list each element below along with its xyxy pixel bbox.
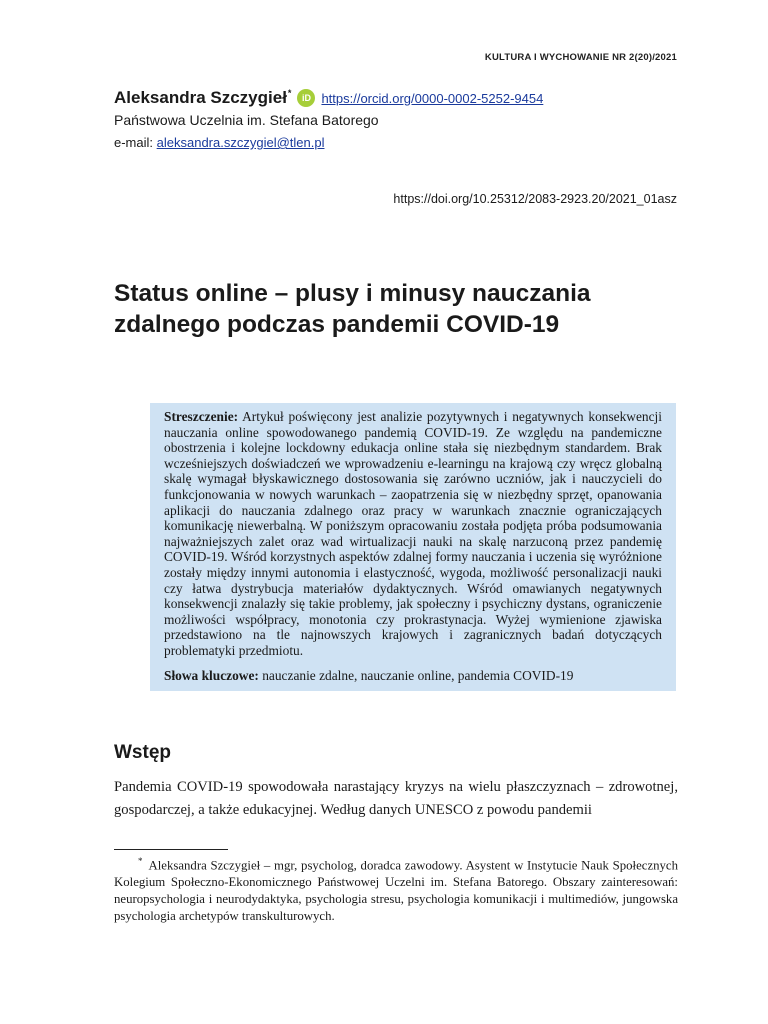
author-footnote-mark: * — [287, 88, 292, 99]
footnote-mark: * — [138, 856, 143, 866]
author-affiliation: Państwowa Uczelnia im. Stefana Batorego — [114, 112, 379, 128]
email-link[interactable]: aleksandra.szczygiel@tlen.pl — [156, 135, 325, 150]
title-line-1: Status online – plusy i minusy nauczania — [114, 280, 591, 307]
abstract-text: Artykuł poświęcony jest analizie pozytywnych i negatywnych konsekwencji nauczania online spowodowanego pandemią COVID-19. Ze względu na pandemiczne obostrzenia i kolejne lockdowny edukacja online stała się niezbędnym standardem. Brak wcześniejszych doświadczeń we wprowadzeniu e-learningu na krajową czy wręcz globalną skalę wymagał błyskawicznego dostosowania się zarówno uczniów, jak i nauczycieli do funkcjonowania w nowych warunkach – zaopatrzenia się w niezbędny sprzęt, opanowania aplikacji do nauczania zdalnego oraz pracy w warunkach znacznie ograniczających komunikację niewerbalną. W poniższym opracowaniu została podjęta próba podsumowania najważniejszych zalet oraz wad wirtualizacji nauki na skalę narzuconą przez pandemię COVID-19. Wśród korzystnych aspektów zdalnej formy nauczania i uczenia się wyróżnione zostały między innymi autonomia i elastyczność, wygoda, możliwość personalizacji nauki czy łatwa dystrybucja materiałów dydaktycznych. Wśród omawianych negatywnych konsekwencji znalazły się takie problemy, jak społeczny i psychiczny dystans, ograniczenie możliwości współpracy, monotonia czy prokrastynacja. Wyżej wymienione zjawiska przedstawiono na tle najnowszych krajowych i zagranicznych badań dotyczących problematyki przedmiotu. — [164, 409, 662, 658]
orcid-link[interactable]: https://orcid.org/0000-0002-5252-9454 — [321, 90, 544, 106]
keywords-paragraph — [164, 668, 662, 684]
footnote-text: Aleksandra Szczygieł – mgr, psycholog, doradca zawodowy. Asystent w Instytucie Nauk Społecznych Kolegium Społeczno-Ekonomicznego Państwowej Uczelni im. Stefana Batorego. Obszary zainteresowań: neuropsychologia i neurodydaktyka, psychologia stresu, psychologia komunikacji i multimediów, jungowska psychologia archetypów transkulturowych. — [114, 858, 678, 924]
body-paragraph: Pandemia COVID-19 spowodowała narastający kryzys na wielu płaszczyznach – zdrowotnej, gospodarczej, a także edukacyjnej. Według danych UNESCO z powodu pandemii — [114, 779, 678, 818]
email-line — [114, 135, 324, 150]
abstract-label: Streszczenie: — [164, 409, 239, 424]
author-name-text: Aleksandra Szczygieł — [114, 88, 287, 107]
author-line — [114, 88, 543, 108]
orcid-icon[interactable]: iD — [297, 89, 315, 107]
abstract-box — [150, 403, 676, 691]
title-line-2: zdalnego podczas pandemii COVID-19 — [114, 311, 560, 338]
author-name — [114, 88, 291, 108]
email-label: e-mail: — [114, 135, 154, 150]
footnote — [114, 853, 678, 925]
abstract-paragraph — [164, 409, 662, 659]
journal-header: KULTURA I WYCHOWANIE NR 2(20)/2021 — [484, 52, 677, 63]
article-title — [114, 278, 674, 340]
section-title-introduction: Wstęp — [114, 742, 171, 763]
keywords-label: Słowa kluczowe: — [164, 667, 259, 683]
doi-link[interactable]: https://doi.org/10.25312/2083-2923.20/2021_01asz — [393, 192, 677, 206]
footnote-divider — [114, 849, 228, 850]
keywords-text: nauczanie zdalne, nauczanie online, pandemia COVID-19 — [262, 667, 574, 683]
